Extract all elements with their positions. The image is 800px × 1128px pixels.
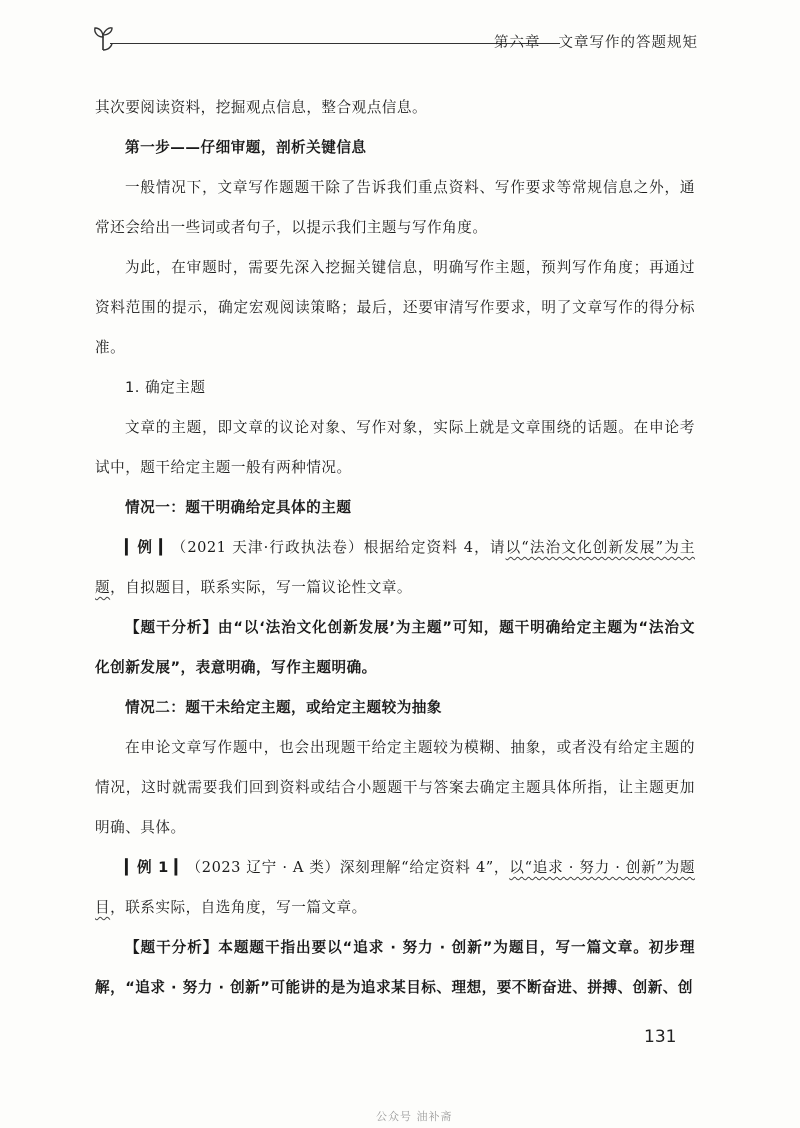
example-paragraph [95, 528, 695, 608]
underlined-topic: 以“法治文化创新发展”为主题 [95, 539, 695, 596]
example-tag: ▎例 ▎ [125, 539, 171, 556]
example-text: ，联系实际，自选角度，写一篇文章。 [110, 899, 367, 916]
page-number: 131 [644, 1027, 677, 1047]
chapter-title: 文章写作的答题规矩 [558, 35, 698, 51]
analysis-paragraph [95, 608, 695, 688]
sprout-icon [92, 22, 114, 52]
step-heading: 第一步——仔细审题，剖析关键信息 [125, 139, 367, 156]
paragraph: 其次要阅读资料，挖掘观点信息，整合观点信息。 [95, 99, 428, 116]
running-header [478, 31, 698, 52]
paragraph: 文章的主题，即文章的议论对象、写作对象，实际上就是文章围绕的话题。在申论考试中，题干给定主题一般有两种情况。 [95, 419, 695, 476]
analysis-text: 本题题干指出要以“追求 · 努力 · 创新”为题目，写一篇文章。初步理解，“追求 · 努力 · 创新”可能讲的是为追求某目标、理想，要不断奋进、拼搏、创新、创 [95, 939, 695, 996]
case-heading: 情况一：题干明确给定具体的主题 [125, 499, 352, 516]
example-tag: ▎例 1 ▎ [125, 859, 187, 876]
analysis-tag: 【题干分析】 [125, 619, 218, 636]
example-text: ，自拟题目，联系实际，写一篇议论性文章。 [110, 579, 412, 596]
example-text: （2023 辽宁 · A 类）深刻理解“给定资料 4”， [186, 859, 510, 876]
case-heading: 情况二：题干未给定主题，或给定主题较为抽象 [125, 699, 442, 716]
paragraph: 为此，在审题时，需要先深入挖掘关键信息，明确写作主题，预判写作角度；再通过资料范围的提示，确定宏观阅读策略；最后，还要审清写作要求，明了文章写作的得分标准。 [95, 259, 695, 356]
example-text: （2021 天津·行政执法卷）根据给定资料 4，请 [170, 539, 506, 556]
paragraph: 一般情况下，文章写作题题干除了告诉我们重点资料、写作要求等常规信息之外，通常还会给出一些词或者句子，以提示我们主题与写作角度。 [95, 179, 695, 236]
watermark: 公众号 油补斋 [376, 1110, 453, 1123]
underlined-topic: 以“追求 · 努力 · 创新”为题目 [95, 859, 695, 916]
page-body [95, 88, 695, 1008]
analysis-text: 由“以‘法治文化创新发展’为主题”可知，题干明确给定主题为“法治文化创新发展”，表意明确，写作主题明确。 [95, 619, 695, 676]
chapter-label: 第六章 [494, 35, 541, 51]
example-paragraph [95, 848, 695, 928]
analysis-paragraph [95, 928, 695, 1008]
page-header [92, 22, 702, 54]
paragraph: 在申论文章写作题中，也会出现题干给定主题较为模糊、抽象，或者没有给定主题的情况，这时就需要我们回到资料或结合小题题干与答案去确定主题具体所指，让主题更加明确、具体。 [95, 739, 695, 836]
analysis-tag: 【题干分析】 [125, 939, 219, 956]
section-heading: 1. 确定主题 [125, 379, 206, 396]
